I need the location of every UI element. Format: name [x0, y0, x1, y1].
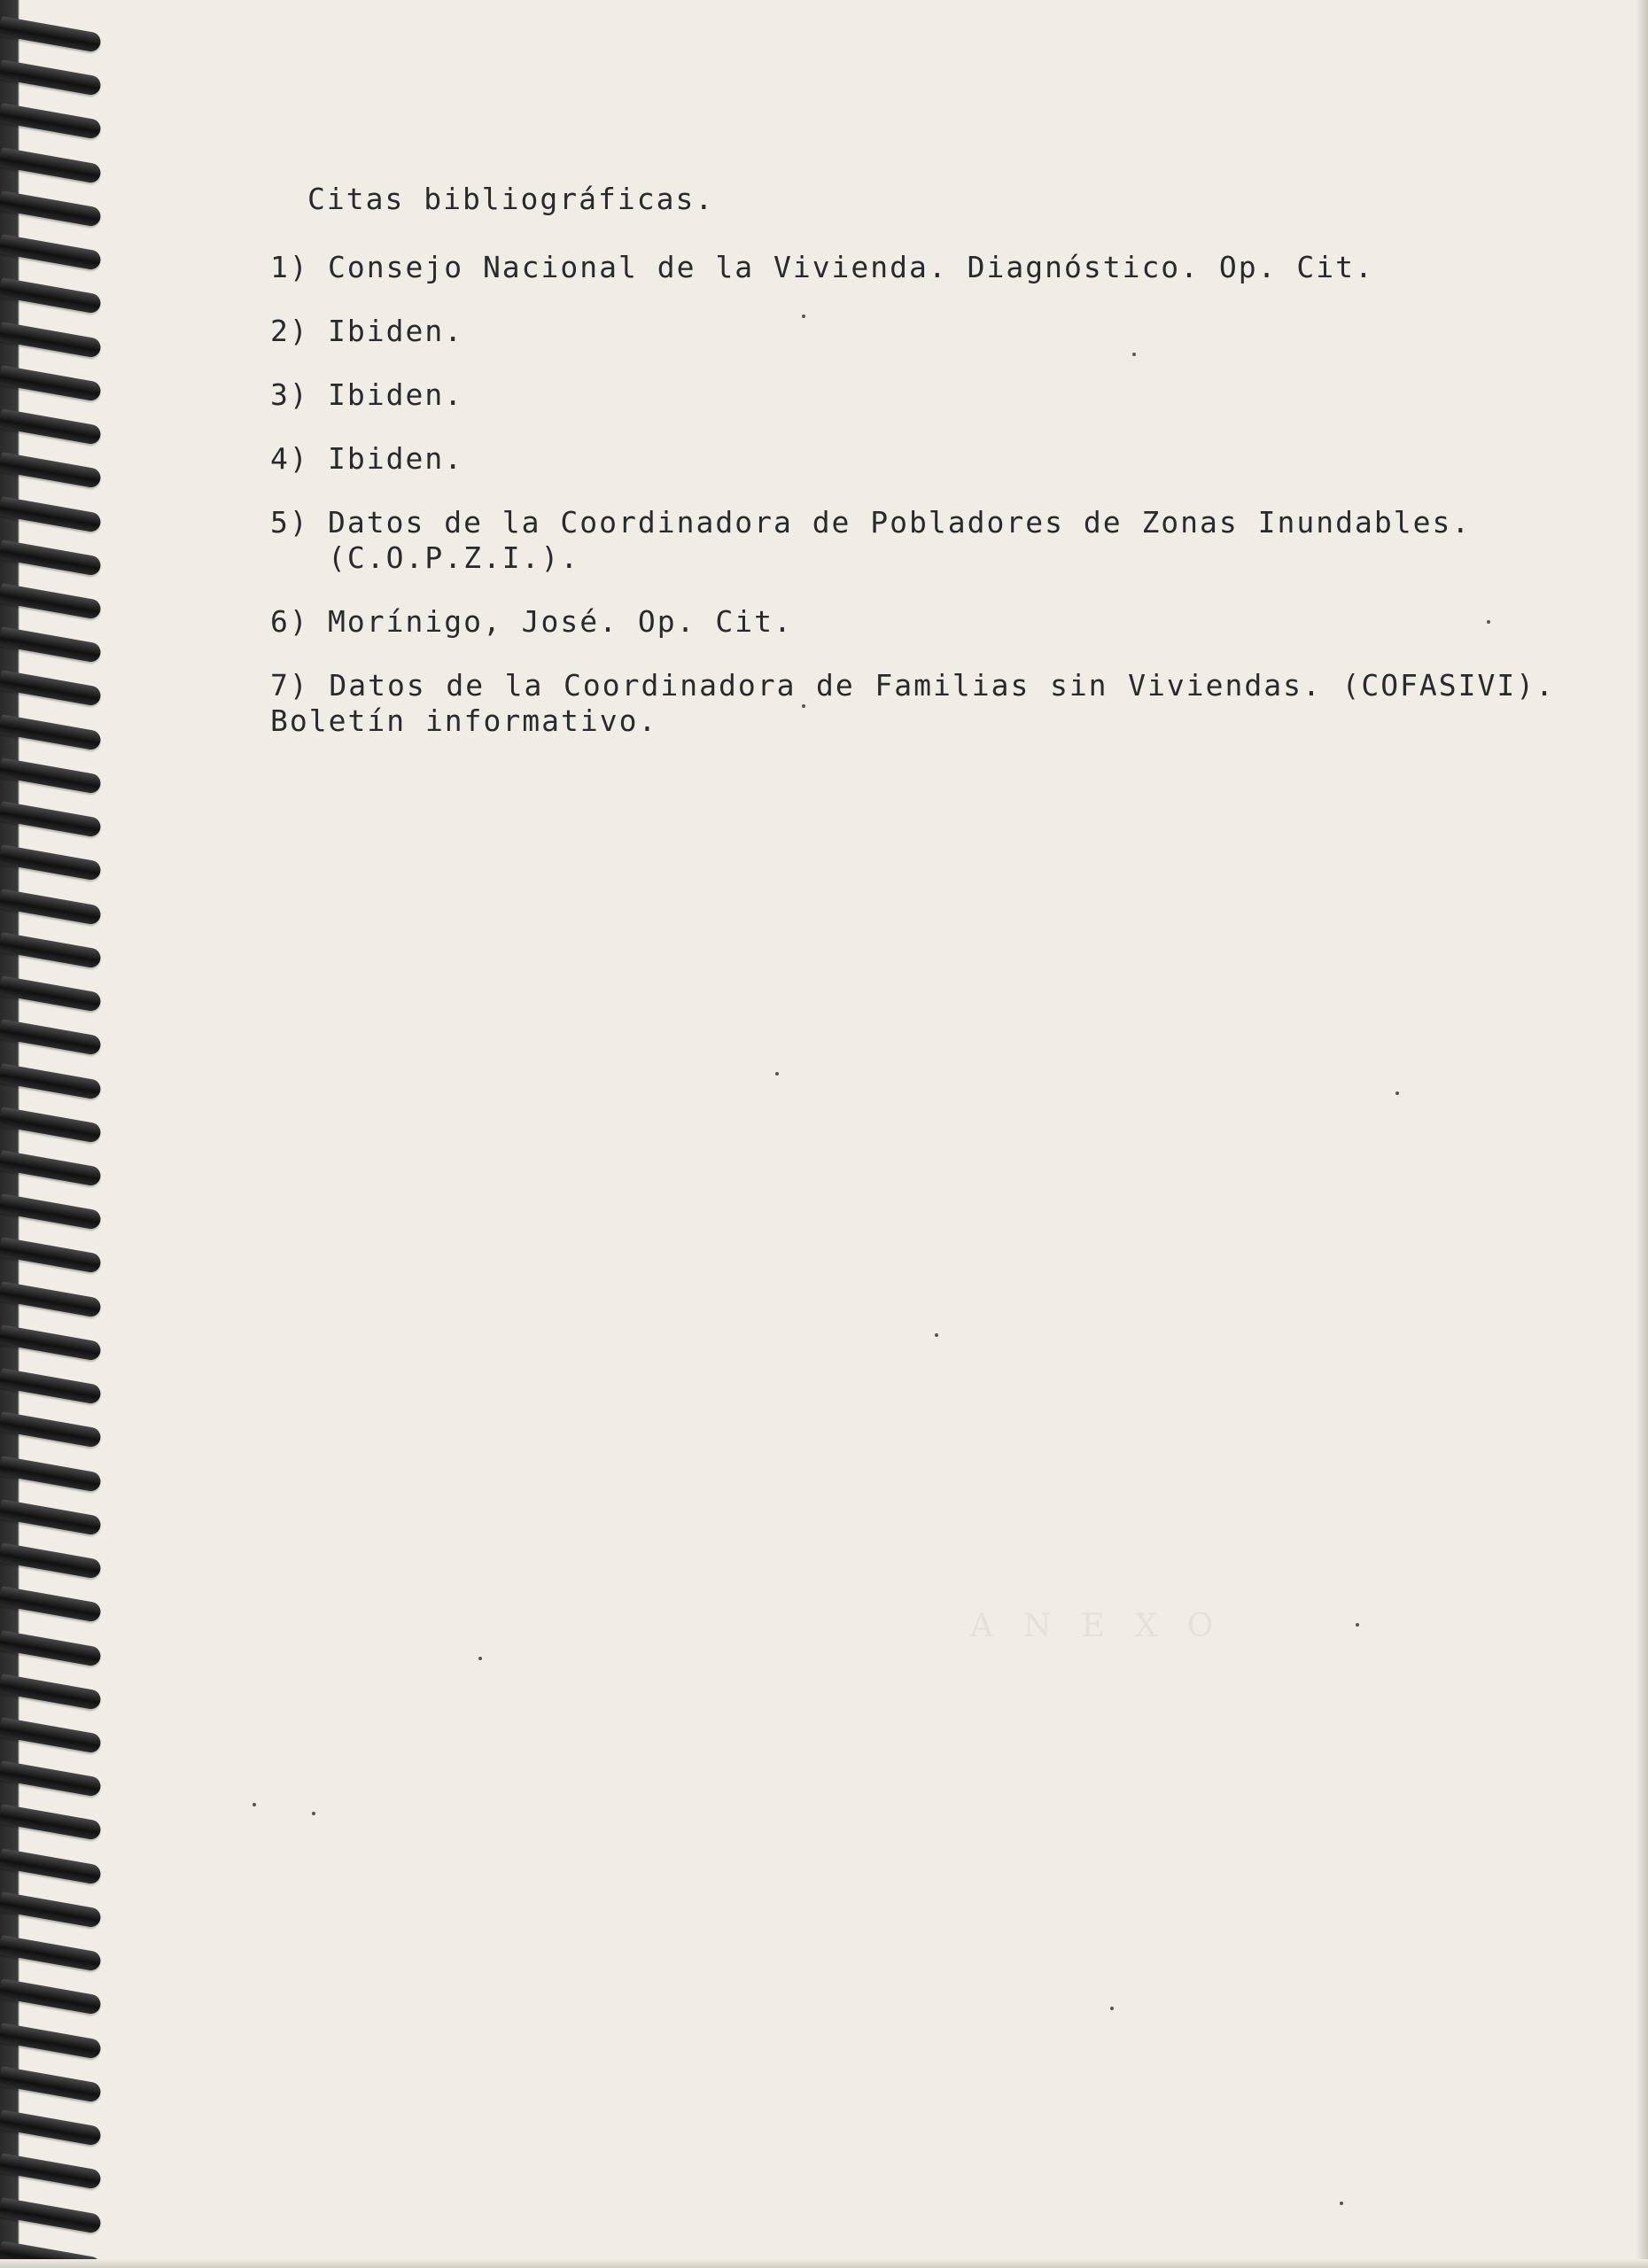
- binding-coil: [0, 2197, 102, 2234]
- binding-coil: [0, 16, 102, 53]
- binding-coil: [0, 626, 102, 664]
- binding-coil: [0, 801, 102, 838]
- binding-coil: [0, 59, 102, 97]
- binding-coil: [0, 671, 102, 708]
- scan-speck: [1132, 353, 1136, 356]
- binding-coil: [0, 1935, 102, 1972]
- scan-speck: [1487, 620, 1490, 624]
- citation-number: 5): [270, 505, 309, 540]
- binding-coil: [0, 1848, 102, 1885]
- binding-coil: [0, 1805, 102, 1842]
- citation-1: [270, 250, 1555, 285]
- scan-speck: [1395, 1091, 1399, 1095]
- binding-coil: [0, 1368, 102, 1405]
- citation-text-block: [328, 505, 1555, 576]
- citation-text: Ibiden.: [328, 441, 464, 476]
- binding-coil: [0, 1717, 102, 1754]
- citation-number: 2): [270, 314, 309, 348]
- citation-text: Consejo Nacional de la Vivienda. Diagnóstico. Op. Cit.: [328, 250, 1374, 284]
- binding-coil: [0, 147, 102, 184]
- binding-coil: [0, 1586, 102, 1623]
- binding-coil: [0, 757, 102, 795]
- binding-coil: [0, 190, 102, 228]
- scan-speck: [312, 1812, 315, 1815]
- binding-coil: [0, 1324, 102, 1362]
- binding-coil: [0, 845, 102, 882]
- citation-text: Morínigo, José. Op. Cit.: [328, 604, 793, 639]
- binding-coil: [0, 496, 102, 533]
- scan-speck: [802, 315, 805, 318]
- citation-text: Datos de la Coordinadora de Pobladores de Zonas Inundables.: [328, 505, 1472, 540]
- binding-coil: [0, 234, 102, 271]
- binding-coil: [0, 2153, 102, 2190]
- binding-coil: [0, 322, 102, 359]
- scan-speck: [1110, 2007, 1114, 2010]
- scan-speck: [935, 1333, 938, 1337]
- binding-coil: [0, 1499, 102, 1536]
- binding-coil: [0, 1760, 102, 1798]
- citation-6: [270, 604, 1555, 640]
- binding-coil: [0, 1542, 102, 1580]
- binding-coil: [0, 452, 102, 489]
- citation-number: 1): [270, 250, 309, 284]
- binding-coil: [0, 278, 102, 315]
- binding-coil: [0, 1630, 102, 1667]
- citation-number: 4): [270, 441, 309, 476]
- binding-coil: [0, 365, 102, 402]
- scan-speck: [1356, 1623, 1359, 1627]
- binding-coil: [0, 714, 102, 751]
- binding-coil: [0, 583, 102, 620]
- citation-5: [270, 505, 1555, 576]
- binding-coil: [0, 932, 102, 969]
- scan-speck: [478, 1657, 482, 1660]
- binding-coil: [0, 408, 102, 446]
- citations-block: [270, 182, 1555, 767]
- scan-speck: [253, 1803, 256, 1806]
- binding-coil: [0, 1891, 102, 1929]
- binding-coil: [0, 1193, 102, 1231]
- citation-4: [270, 441, 1555, 477]
- citation-text: Ibiden.: [328, 314, 464, 348]
- binding-coil: [0, 1412, 102, 1449]
- binding-coil: [0, 975, 102, 1013]
- page-right-edge: [1636, 0, 1648, 2268]
- citation-text-continued: (C.O.P.Z.I.).: [328, 540, 580, 575]
- page-bottom-edge: [0, 2259, 1648, 2268]
- binding-coil: [0, 2066, 102, 2103]
- citation-text: Ibiden.: [328, 377, 464, 412]
- binding-coil: [0, 104, 102, 141]
- binding-coil: [0, 1979, 102, 2016]
- binding-coil: [0, 1238, 102, 1275]
- citation-number: 3): [270, 377, 309, 412]
- binding-coil: [0, 1150, 102, 1187]
- spiral-binding: [0, 0, 106, 2268]
- scan-speck: [802, 704, 805, 708]
- binding-coil: [0, 540, 102, 577]
- faint-show-through-text: ANEXO: [970, 1608, 1244, 1644]
- binding-coil: [0, 1107, 102, 1144]
- binding-coil: [0, 2109, 102, 2147]
- scan-speck: [1340, 2202, 1343, 2205]
- binding-coil: [0, 1456, 102, 1493]
- citation-number: 7): [270, 668, 309, 703]
- citation-2: [270, 314, 1555, 349]
- binding-coil: [0, 889, 102, 926]
- citation-7: [270, 668, 1555, 739]
- binding-coil: [0, 1674, 102, 1711]
- binding-coil: [0, 1063, 102, 1100]
- citation-3: [270, 377, 1555, 413]
- citation-text: Datos de la Coordinadora de Familias sin Viviendas. (COFASIVI). Boletín informativo.: [270, 668, 1555, 738]
- binding-coil: [0, 2023, 102, 2060]
- scan-speck: [775, 1072, 779, 1076]
- citation-number: 6): [270, 604, 309, 639]
- binding-coil: [0, 1281, 102, 1318]
- binding-coil: [0, 1019, 102, 1056]
- page-title: Citas bibliográficas.: [307, 182, 715, 216]
